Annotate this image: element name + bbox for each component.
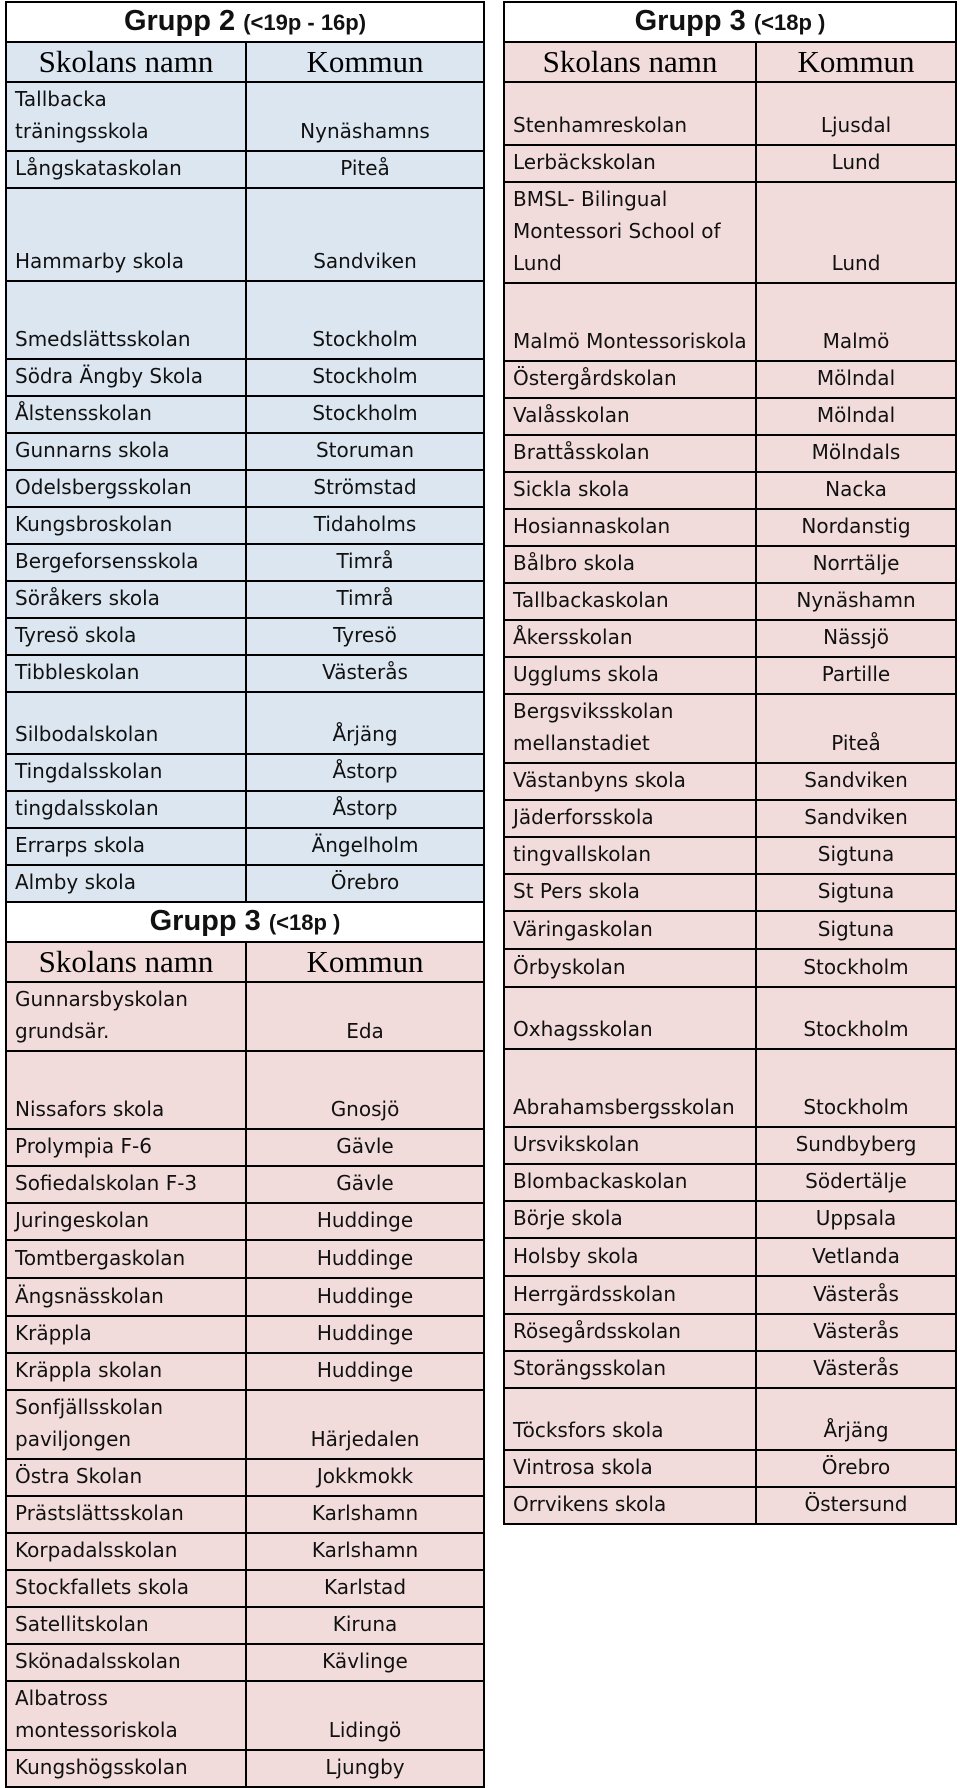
table-row (6, 359, 484, 396)
table-row (6, 692, 484, 754)
school-name-cell: Prästslättsskolan (6, 1496, 246, 1533)
school-name-cell: tingdalsskolan (6, 791, 246, 828)
kommun-cell: Timrå (246, 581, 484, 618)
kommun-cell: Tyresö (246, 618, 484, 655)
school-name-cell: Tomtbergaskolan (6, 1240, 246, 1278)
kommun-cell: Malmö (756, 283, 956, 361)
school-name-cell: Kräppla (6, 1316, 246, 1353)
group-subtitle: (<18p ) (753, 10, 826, 35)
school-name-cell: Nissafors skola (6, 1051, 246, 1129)
kommun-cell: Stockholm (756, 987, 956, 1049)
table-row (6, 1750, 484, 1787)
school-name-cell: Töcksfors skola (504, 1388, 756, 1450)
table-row (504, 763, 956, 800)
table-row (6, 655, 484, 692)
grupp2-title (6, 2, 484, 42)
school-name-cell: Malmö Montessoriskola (504, 283, 756, 361)
school-name-cell: Bergeforsensskola (6, 544, 246, 581)
column-header-kommun: Kommun (246, 942, 484, 982)
table-row (504, 800, 956, 837)
table-row (504, 361, 956, 398)
table-row (6, 754, 484, 791)
table-row (504, 546, 956, 583)
kommun-cell: Gävle (246, 1129, 484, 1166)
school-name-cell: Bålbro skola (504, 546, 756, 583)
school-name-cell: Tibbleskolan (6, 655, 246, 692)
table-row (6, 151, 484, 188)
kommun-cell: Åstorp (246, 791, 484, 828)
kommun-cell: Strömstad (246, 470, 484, 507)
table-row (504, 1450, 956, 1487)
kommun-cell: Stockholm (246, 396, 484, 433)
kommun-cell: Eda (246, 982, 484, 1051)
kommun-cell: Partille (756, 657, 956, 694)
school-name-cell: Kungsbroskolan (6, 507, 246, 544)
school-name-cell: Börje skola (504, 1201, 756, 1238)
table-row (504, 1127, 956, 1164)
school-name-cell: Stockfallets skola (6, 1570, 246, 1607)
kommun-cell: Huddinge (246, 1278, 484, 1316)
table-row (6, 544, 484, 581)
school-name-cell: Valåsskolan (504, 398, 756, 435)
group-title: Grupp 3 (149, 905, 261, 937)
table-row (504, 1487, 956, 1524)
kommun-cell: Huddinge (246, 1353, 484, 1390)
kommun-cell: Årjäng (246, 692, 484, 754)
table-row (6, 1353, 484, 1390)
kommun-cell: Stockholm (246, 359, 484, 396)
table-row (504, 837, 956, 874)
school-name-cell: Brattåsskolan (504, 435, 756, 472)
table-row (6, 791, 484, 828)
kommun-cell: Sigtuna (756, 837, 956, 874)
school-name-cell: Ängsnässkolan (6, 1278, 246, 1316)
table-row (504, 1049, 956, 1127)
table-row (6, 982, 484, 1051)
table-row (6, 865, 484, 902)
column-header-school: Skolans namn (6, 942, 246, 982)
school-name-cell: Söråkers skola (6, 581, 246, 618)
column-header-school: Skolans namn (504, 42, 756, 82)
school-name-cell: Vintrosa skola (504, 1450, 756, 1487)
kommun-cell: Östersund (756, 1487, 956, 1524)
table-row (6, 1681, 484, 1750)
school-name-cell: Skönadalsskolan (6, 1644, 246, 1681)
column-header-kommun: Kommun (756, 42, 956, 82)
school-name-cell: Östergårdskolan (504, 361, 756, 398)
kommun-cell: Nordanstig (756, 509, 956, 546)
kommun-cell: Ljusdal (756, 82, 956, 145)
school-name-cell: Tingdalsskolan (6, 754, 246, 791)
table-row (6, 1278, 484, 1316)
kommun-cell: Mölndal (756, 398, 956, 435)
school-name-cell: Ugglums skola (504, 657, 756, 694)
kommun-cell: Lund (756, 145, 956, 182)
table-row (504, 1164, 956, 1201)
table-row (504, 82, 956, 145)
table-row (6, 828, 484, 865)
table-row (504, 1201, 956, 1238)
kommun-cell: Västerås (756, 1314, 956, 1351)
table-row (6, 1533, 484, 1570)
table-row (504, 1238, 956, 1276)
kommun-cell: Västerås (756, 1276, 956, 1314)
kommun-cell: Sandviken (246, 188, 484, 281)
table-row (6, 1607, 484, 1644)
school-name-cell: tingvallskolan (504, 837, 756, 874)
kommun-cell: Mölndal (756, 361, 956, 398)
kommun-cell: Mölndals (756, 435, 956, 472)
school-name-cell: Smedslättsskolan (6, 281, 246, 359)
table-row (6, 281, 484, 359)
kommun-cell: Timrå (246, 544, 484, 581)
school-name-cell: Tallbacka träningsskola (6, 82, 246, 151)
table-row (504, 1276, 956, 1314)
table-row (504, 435, 956, 472)
kommun-cell: Piteå (756, 694, 956, 763)
school-name-cell: Albatross montessoriskola (6, 1681, 246, 1750)
school-name-cell: Gunnarsbyskolan grundsär. (6, 982, 246, 1051)
school-name-cell: BMSL- Bilingual Montessori School of Lund (504, 182, 756, 283)
school-name-cell: Örbyskolan (504, 949, 756, 987)
kommun-cell: Piteå (246, 151, 484, 188)
kommun-cell: Härjedalen (246, 1390, 484, 1459)
school-name-cell: Bergsviksskolan mellanstadiet (504, 694, 756, 763)
table-row (6, 1390, 484, 1459)
school-name-cell: Åkersskolan (504, 620, 756, 657)
grupp3-right-title (504, 2, 956, 42)
school-name-cell: Hosiannaskolan (504, 509, 756, 546)
kommun-cell: Nynäshamns (246, 82, 484, 151)
kommun-cell: Ljungby (246, 1750, 484, 1787)
school-name-cell: Silbodalskolan (6, 692, 246, 754)
table-row (6, 1570, 484, 1607)
grupp2-header-row (6, 42, 484, 82)
table-row (504, 509, 956, 546)
group-title: Grupp 2 (123, 5, 236, 37)
grupp3-left-header-row (6, 942, 484, 982)
table-row (504, 657, 956, 694)
kommun-cell: Nynäshamn (756, 583, 956, 620)
table-row (6, 396, 484, 433)
kommun-cell: Karlstad (246, 1570, 484, 1607)
grupp3-right-header-row (504, 42, 956, 82)
kommun-cell: Sandviken (756, 800, 956, 837)
school-name-cell: Orrvikens skola (504, 1487, 756, 1524)
kommun-cell: Karlshamn (246, 1496, 484, 1533)
table-row (6, 1051, 484, 1129)
table-row (504, 1388, 956, 1450)
kommun-cell: Jokkmokk (246, 1459, 484, 1496)
table-row (504, 145, 956, 182)
school-name-cell: Stenhamreskolan (504, 82, 756, 145)
left-school-table (5, 1, 485, 1788)
school-name-cell: Tyresö skola (6, 618, 246, 655)
school-name-cell: Sofiedalskolan F-3 (6, 1166, 246, 1203)
table-row (504, 694, 956, 763)
kommun-cell: Örebro (246, 865, 484, 902)
grupp3-right-title-row (504, 2, 956, 42)
kommun-cell: Vetlanda (756, 1238, 956, 1276)
school-name-cell: Prolympia F-6 (6, 1129, 246, 1166)
kommun-cell: Storuman (246, 433, 484, 470)
school-name-cell: Ålstensskolan (6, 396, 246, 433)
right-school-table (503, 1, 957, 1525)
kommun-cell: Huddinge (246, 1316, 484, 1353)
school-name-cell: Almby skola (6, 865, 246, 902)
table-row (504, 583, 956, 620)
table-row (6, 1459, 484, 1496)
table-row (504, 911, 956, 949)
school-name-cell: Errarps skola (6, 828, 246, 865)
kommun-cell: Västerås (756, 1351, 956, 1388)
table-row (504, 182, 956, 283)
school-name-cell: St Pers skola (504, 874, 756, 911)
table-row (6, 507, 484, 544)
table-row (504, 1351, 956, 1388)
school-name-cell: Abrahamsbergsskolan (504, 1049, 756, 1127)
table-row (6, 1316, 484, 1353)
table-row (6, 1166, 484, 1203)
school-name-cell: Odelsbergsskolan (6, 470, 246, 507)
kommun-cell: Sigtuna (756, 874, 956, 911)
kommun-cell: Sandviken (756, 763, 956, 800)
table-row (504, 874, 956, 911)
grupp3-left-title-row (6, 902, 484, 942)
table-row (6, 1129, 484, 1166)
school-name-cell: Östra Skolan (6, 1459, 246, 1496)
school-name-cell: Holsby skola (504, 1238, 756, 1276)
group-subtitle: (<18p ) (268, 910, 341, 935)
kommun-cell: Lidingö (246, 1681, 484, 1750)
school-name-cell: Jäderforsskola (504, 800, 756, 837)
group-title: Grupp 3 (634, 5, 746, 37)
kommun-cell: Västerås (246, 655, 484, 692)
school-name-cell: Blombackaskolan (504, 1164, 756, 1201)
table-row (6, 82, 484, 151)
table-row (6, 1496, 484, 1533)
table-row (6, 1644, 484, 1681)
table-row (504, 987, 956, 1049)
grupp3-left-title (6, 902, 484, 942)
school-name-cell: Korpadalsskolan (6, 1533, 246, 1570)
kommun-cell: Stockholm (756, 1049, 956, 1127)
school-name-cell: Juringeskolan (6, 1203, 246, 1240)
table-row (504, 620, 956, 657)
kommun-cell: Nacka (756, 472, 956, 509)
kommun-cell: Karlshamn (246, 1533, 484, 1570)
kommun-cell: Kävlinge (246, 1644, 484, 1681)
kommun-cell: Södertälje (756, 1164, 956, 1201)
kommun-cell: Stockholm (246, 281, 484, 359)
kommun-cell: Nässjö (756, 620, 956, 657)
column-header-kommun: Kommun (246, 42, 484, 82)
kommun-cell: Sundbyberg (756, 1127, 956, 1164)
school-name-cell: Södra Ängby Skola (6, 359, 246, 396)
table-row (6, 581, 484, 618)
kommun-cell: Gnosjö (246, 1051, 484, 1129)
kommun-cell: Huddinge (246, 1203, 484, 1240)
table-row (504, 398, 956, 435)
school-name-cell: Kräppla skolan (6, 1353, 246, 1390)
table-row (6, 1203, 484, 1240)
kommun-cell: Ängelholm (246, 828, 484, 865)
table-row (504, 472, 956, 509)
kommun-cell: Örebro (756, 1450, 956, 1487)
school-name-cell: Sonfjällsskolan paviljongen (6, 1390, 246, 1459)
school-name-cell: Rösegårdsskolan (504, 1314, 756, 1351)
kommun-cell: Åstorp (246, 754, 484, 791)
school-name-cell: Gunnarns skola (6, 433, 246, 470)
school-name-cell: Sickla skola (504, 472, 756, 509)
school-name-cell: Herrgärdsskolan (504, 1276, 756, 1314)
grupp2-title-row (6, 2, 484, 42)
school-name-cell: Kungshögsskolan (6, 1750, 246, 1787)
table-row (504, 949, 956, 987)
school-name-cell: Hammarby skola (6, 188, 246, 281)
table-row (504, 1314, 956, 1351)
school-name-cell: Tallbackaskolan (504, 583, 756, 620)
kommun-cell: Kiruna (246, 1607, 484, 1644)
school-name-cell: Storängsskolan (504, 1351, 756, 1388)
school-name-cell: Västanbyns skola (504, 763, 756, 800)
school-name-cell: Satellitskolan (6, 1607, 246, 1644)
kommun-cell: Årjäng (756, 1388, 956, 1450)
kommun-cell: Huddinge (246, 1240, 484, 1278)
table-row (6, 1240, 484, 1278)
group-subtitle: (<19p - 16p) (243, 10, 367, 35)
kommun-cell: Norrtälje (756, 546, 956, 583)
kommun-cell: Lund (756, 182, 956, 283)
table-row (6, 433, 484, 470)
kommun-cell: Sigtuna (756, 911, 956, 949)
school-name-cell: Lerbäckskolan (504, 145, 756, 182)
column-header-school: Skolans namn (6, 42, 246, 82)
table-row (6, 470, 484, 507)
table-row (504, 283, 956, 361)
kommun-cell: Gävle (246, 1166, 484, 1203)
table-row (6, 618, 484, 655)
kommun-cell: Tidaholms (246, 507, 484, 544)
school-name-cell: Långskataskolan (6, 151, 246, 188)
kommun-cell: Uppsala (756, 1201, 956, 1238)
school-name-cell: Oxhagsskolan (504, 987, 756, 1049)
table-row (6, 188, 484, 281)
school-name-cell: Väringaskolan (504, 911, 756, 949)
kommun-cell: Stockholm (756, 949, 956, 987)
school-name-cell: Ursvikskolan (504, 1127, 756, 1164)
